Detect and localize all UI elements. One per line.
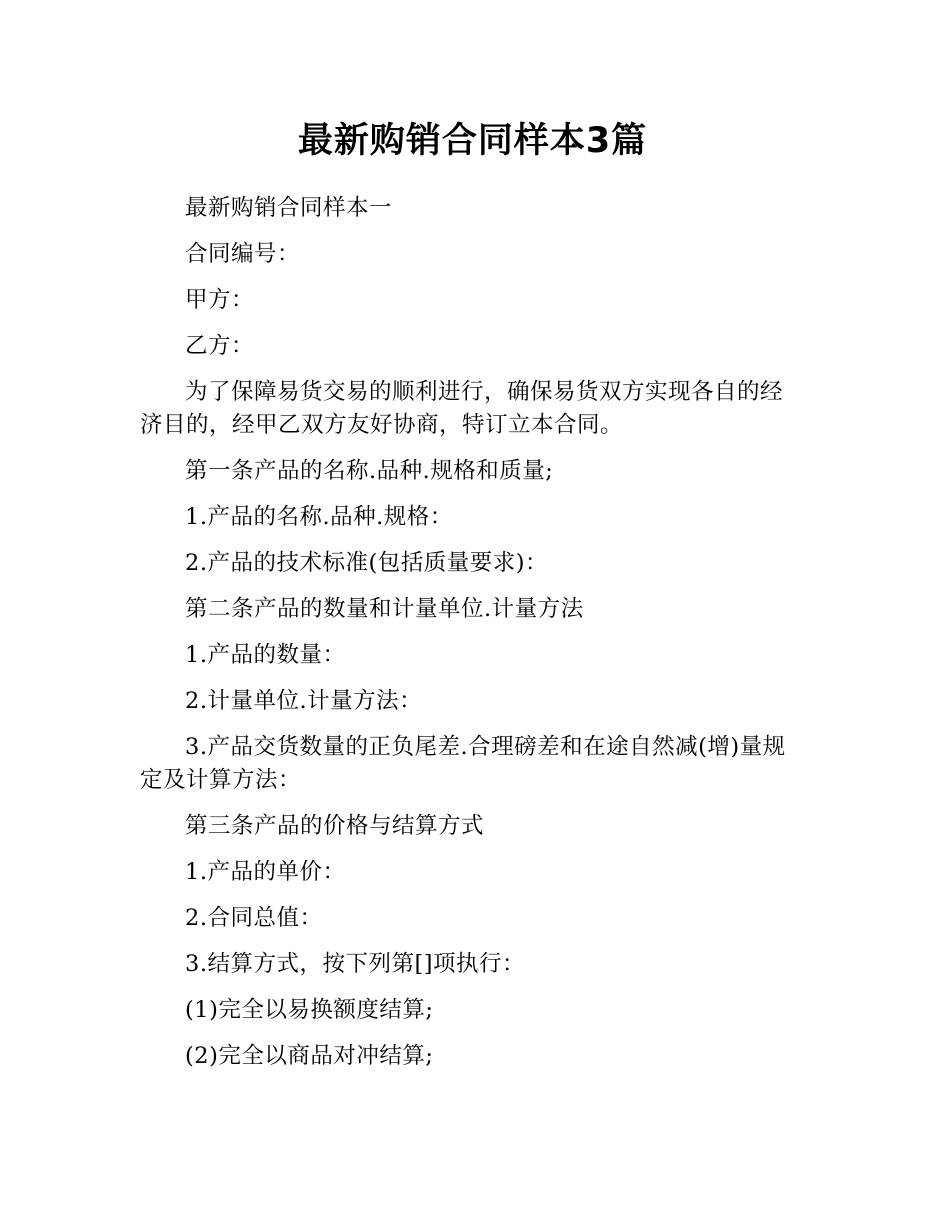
article-one-heading: 第一条产品的名称.品种.规格和质量; [185,458,554,484]
article-two-item-2: 2.计量单位.计量方法： [185,688,423,714]
article-one-item-2: 2.产品的技术标准(包括质量要求)： [185,550,549,576]
article-three-item-3: 3.结算方式，按下列第[]项执行： [185,951,526,977]
article-one-item-1: 1.产品的名称.品种.规格： [185,504,453,530]
article-three-item-2: 2.合同总值： [185,905,323,931]
section-heading-sample-one: 最新购销合同样本一 [185,195,393,221]
settlement-option-1: (1)完全以易换额度结算; [185,997,434,1023]
article-two-item-1: 1.产品的数量： [185,642,346,668]
preamble-paragraph: 为了保障易货交易的顺利进行，确保易货双方实现各自的经济目的，经甲乙双方友好协商，特订立本合同。 [140,379,784,438]
document-title: 最新购销合同样本3篇 [297,121,648,161]
article-two-item-3: 3.产品交货数量的正负尾差.合理磅差和在途自然减(增)量规定及计算方法： [140,734,786,793]
article-three-item-1: 1.产品的单价： [185,859,346,885]
settlement-option-2: (2)完全以商品对冲结算; [185,1043,434,1069]
article-three-heading: 第三条产品的价格与结算方式 [185,813,485,839]
party-a-line: 甲方： [185,287,255,313]
contract-number-line: 合同编号： [185,241,301,267]
article-two-heading: 第二条产品的数量和计量单位.计量方法 [185,596,584,622]
party-b-line: 乙方： [185,333,255,359]
